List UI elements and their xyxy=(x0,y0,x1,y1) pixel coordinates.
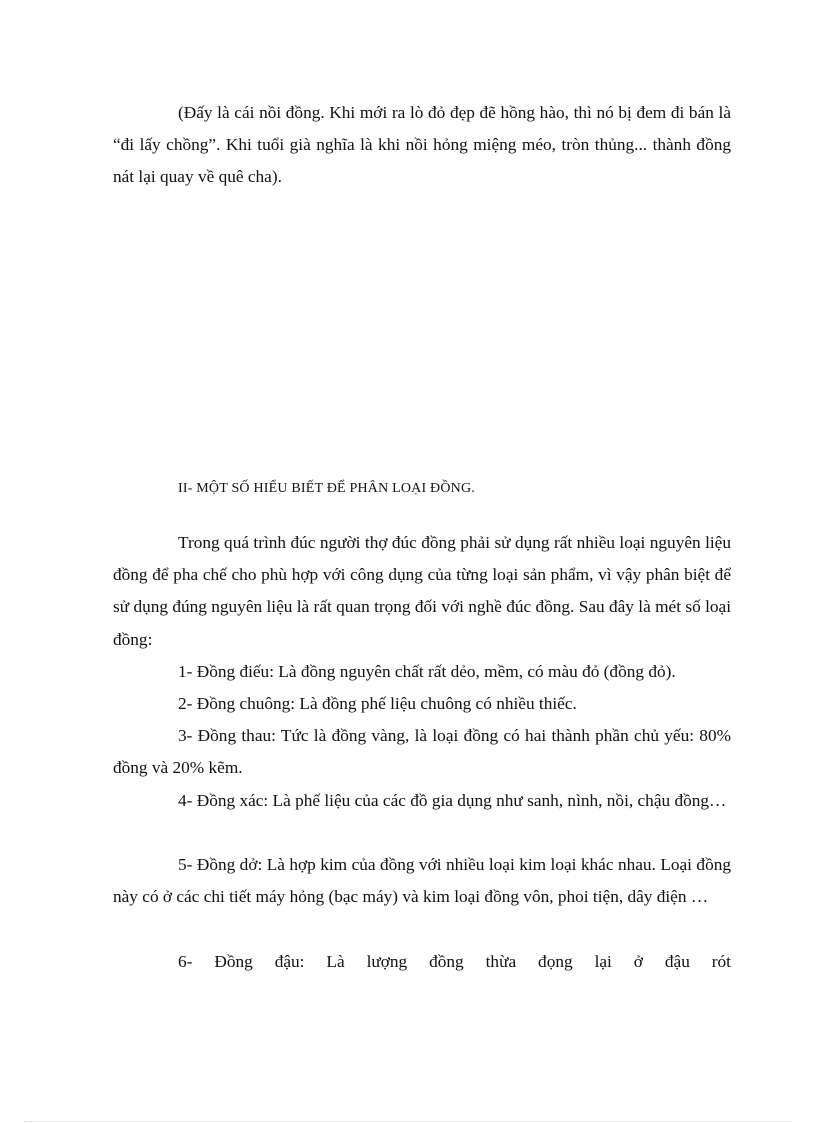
list-item-dong-do: 5- Đồng dở: Là hợp kim của đồng với nhiều loại kim loại khác nhau. Loại đồng này có ở các chi tiết máy hỏng (bạc máy) và kim loại đồng vôn, phoi tiện, dây điện … xyxy=(113,855,731,907)
section-heading: II- MỘT SỐ HIỂU BIẾT ĐỂ PHÂN LOẠI ĐỒNG. xyxy=(178,481,475,496)
paragraph-noi-dong: (Đấy là cái nồi đồng. Khi mới ra lò đỏ đẹp đẽ hồng hào, thì nó bị đem đi bán là “đi lấy chồng”. Khi tuổi già nghĩa là khi nồi hỏng miệng méo, tròn thủng... thành đồng nát lại quay về quê cha). xyxy=(113,103,731,187)
list-item-dong-thau: 3- Đồng thau: Tức là đồng vàng, là loại đồng có hai thành phần chủ yếu: 80% đồng và 20% kẽm. xyxy=(113,726,731,778)
list-item-dong-dieu: 1- Đồng điếu: Là đồng nguyên chất rất dẻo, mềm, có màu đỏ (đồng đỏ). xyxy=(178,662,676,681)
page-bottom-divider xyxy=(24,1121,792,1122)
list-item-dong-dau: 6- Đồng đậu: Là lượng đồng thừa đọng lại ở đậu rót xyxy=(178,952,731,971)
list-item-dong-chuong: 2- Đồng chuông: Là đồng phế liệu chuông có nhiều thiếc. xyxy=(178,694,577,713)
paragraph-intro: Trong quá trình đúc người thợ đúc đồng phải sử dụng rất nhiều loại nguyên liệu đồng để pha chế cho phù hợp với công dụng của từng loại sản phẩm, vì vậy phân biệt để sử dụng đúng nguyên liệu là rất quan trọng đối với nghề đúc đồng. Sau đây là mét số loại đồng: xyxy=(113,533,731,649)
list-item-dong-xac: 4- Đồng xác: Là phế liệu của các đồ gia dụng như sanh, nình, nồi, chậu đồng… xyxy=(178,791,727,810)
